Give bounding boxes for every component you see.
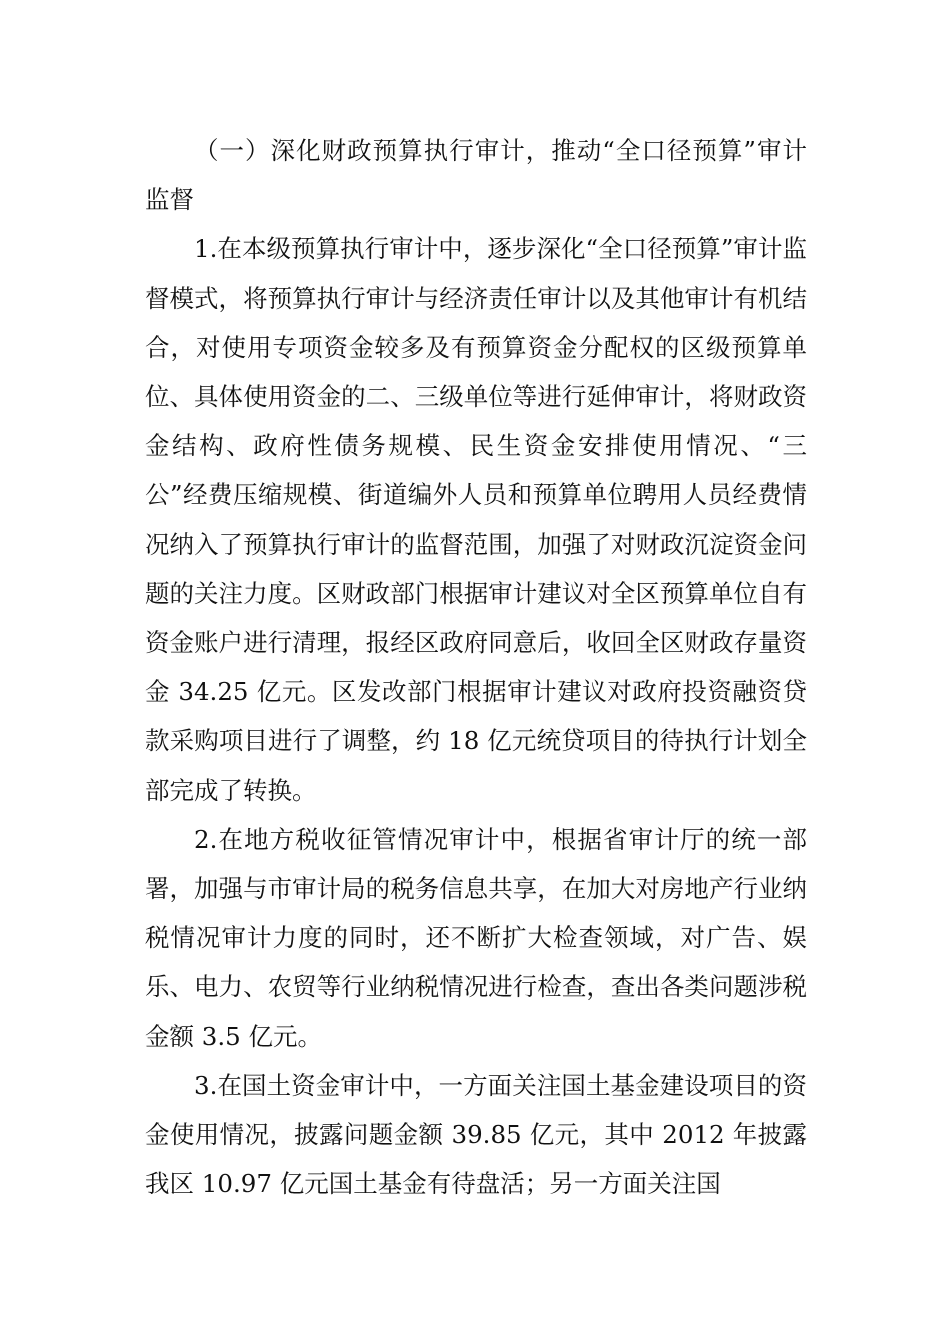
paragraph-3: 3.在国土资金审计中，一方面关注国土基金建设项目的资金使用情况，披露问题金额 39.85 亿元，其中 2012 年披露我区 10.97 亿元国土基金有待盘活；另一方面关注国	[145, 1070, 807, 1199]
paragraph-2: 2.在地方税收征管情况审计中，根据省审计厅的统一部署，加强与市审计局的税务信息共享，在加大对房地产行业纳税情况审计力度的同时，还不断扩大检查领域，对广告、娱乐、电力、农贸等行业纳税情况进行检查，查出各类问题涉税金额 3.5 亿元。	[145, 824, 807, 1051]
section-heading: （一）深化财政预算执行审计，推动“全口径预算”审计监督	[145, 136, 807, 215]
document-body	[145, 126, 807, 1208]
paragraph-1: 1.在本级预算执行审计中，逐步深化“全口径预算”审计监督模式，将预算执行审计与经济责任审计以及其他审计有机结合，对使用专项资金较多及有预算资金分配权的区级预算单位、具体使用资金的二、三级单位等进行延伸审计，将财政资金结构、政府性债务规模、民生资金安排使用情况、“三公”经费压缩规模、街道编外人员和预算单位聘用人员经费情况纳入了预算执行审计的监督范围，加强了对财政沉淀资金问题的关注力度。区财政部门根据审计建议对全区预算单位自有资金账户进行清理，报经区政府同意后，收回全区财政存量资金 34.25 亿元。区发改部门根据审计建议对政府投资融资贷款采购项目进行了调整，约 18 亿元统贷项目的待执行计划全部完成了转换。	[145, 234, 807, 805]
